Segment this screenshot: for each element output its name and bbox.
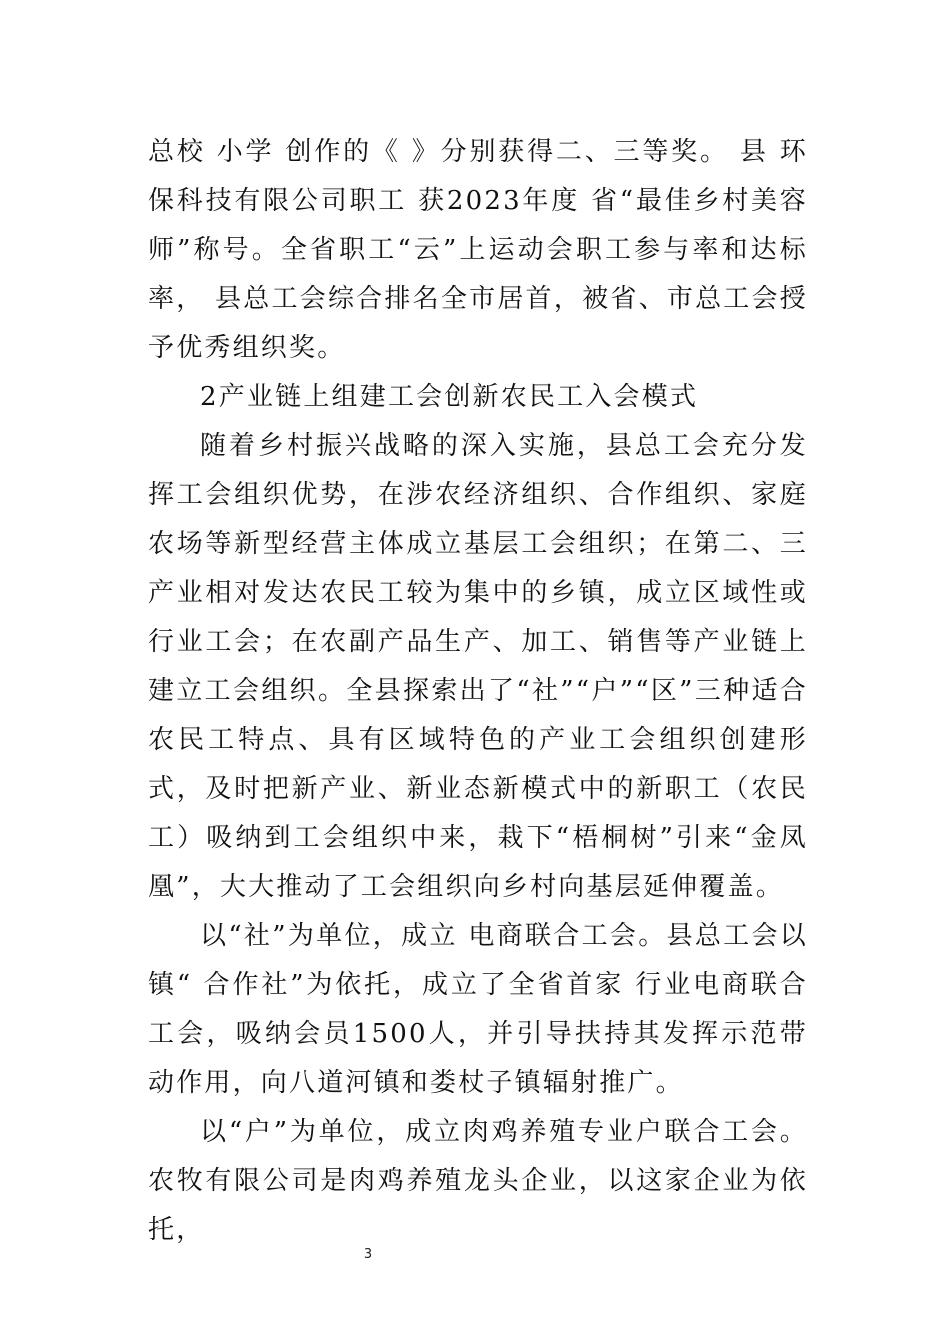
paragraph-cooperative-union: 以“社”为单位，成立 电商联合工会。县总工会以 镇“ 合作社”为依托，成立了全省首家 行业电商联合工会，吸纳会员1500人，并引导扶持其发挥示范带动作用，向八道河镇和娄杖子镇辐射推广。 [148, 921, 808, 1098]
paragraph-household-union: 以“户”为单位，成立肉鸡养殖专业户联合工会。 农牧有限公司是肉鸡养殖龙头企业，以这家企业为依托， [148, 1117, 808, 1245]
section-heading: 2产业链上组建工会创新农民工入会模式 [200, 382, 699, 412]
page-number: 3 [363, 1247, 373, 1262]
paragraph-awards: 总校 小学 创作的《 》分别获得二、三等奖。 县 环保科技有限公司职工 获2023年度 省“最佳乡村美容师”称号。全省职工“云”上运动会职工参与率和达标率， 县总工会综合排名全市居首，被省、市总工会授予优秀组织奖。 [148, 137, 808, 363]
body-text [148, 128, 808, 1255]
paragraph-rural-revitalization: 随着乡村振兴战略的深入实施，县总工会充分发挥工会组织优势，在涉农经济组织、合作组织、家庭农场等新型经营主体成立基层工会组织；在第二、三产业相对发达农民工较为集中的乡镇，成立区域性或行业工会；在农副产品生产、加工、销售等产业链上建立工会组织。全县探索出了“社”“户”“区”三种适合农民工特点、具有区域特色的产业工会组织创建形式，及时把新产业、新业态新模式中的新职工（农民工）吸纳到工会组织中来，栽下“梧桐树”引来“金凤凰”，大大推动了工会组织向乡村向基层延伸覆盖。 [148, 431, 808, 902]
